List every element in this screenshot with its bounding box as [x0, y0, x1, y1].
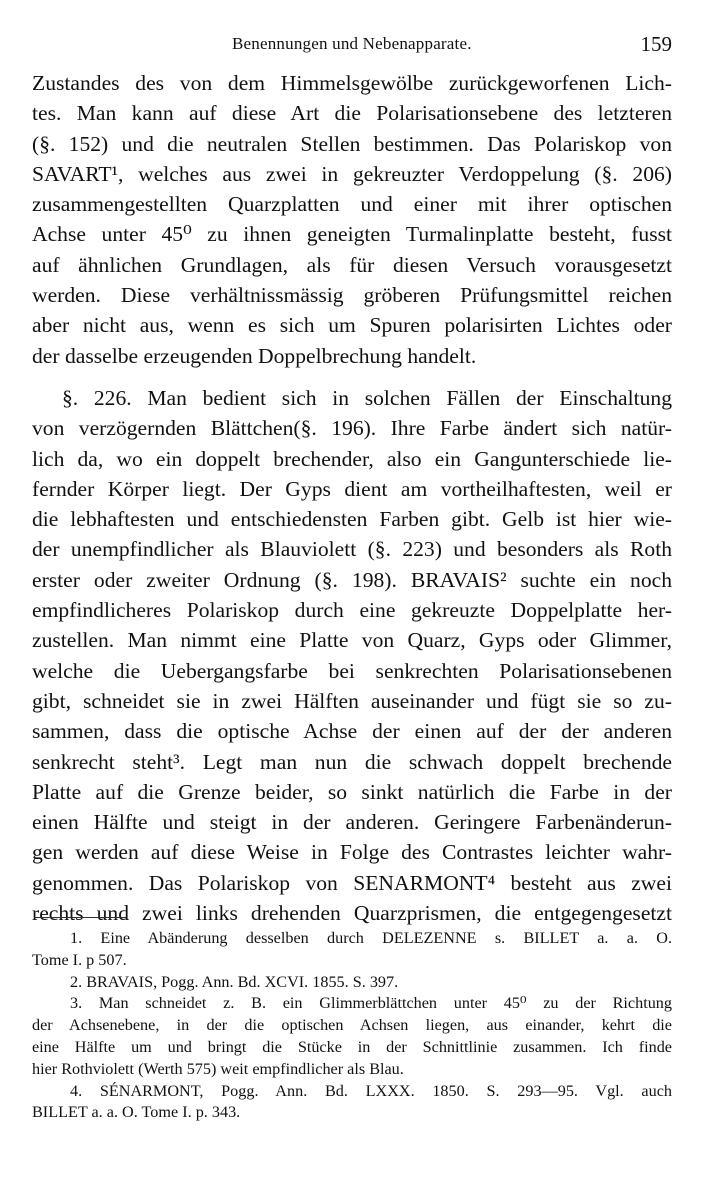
text-line: zusammengestellten Quarzplatten und einer mit ihrer optischen [32, 192, 672, 217]
text-line: auf ähnlichen Grundlagen, als für diesen Versuch vorausgesetzt [32, 252, 672, 277]
footnote-2 [32, 972, 672, 994]
footnote-line: 1. Eine Abänderung desselben durch DELEZENNE s. BILLET a. a. O. [70, 929, 672, 947]
footnote-divider [34, 917, 126, 918]
text-line: Platte auf die Grenze beider, so sinkt natürlich die Farbe in der [32, 779, 672, 804]
footnote-line: 4. SÉNARMONT, Pogg. Ann. Bd. LXXX. 1850. S. 293—95. Vgl. auch [70, 1081, 672, 1100]
text-line: sammen, dass die optische Achse der einen auf der der anderen [32, 719, 672, 744]
text-line: senkrecht steht³. Legt man nun die schwach doppelt brechende [32, 749, 672, 774]
footnote-1 [32, 928, 672, 972]
footnote-line: Tome I. p 507. [32, 950, 127, 969]
running-title: Benennungen und Nebenapparate. [232, 34, 472, 53]
text-line: empfindlicheres Polariskop durch eine gekreuzte Doppelplatte her- [32, 598, 672, 623]
text-line: genommen. Das Polariskop von SENARMONT⁴ besteht aus zwei [32, 870, 672, 895]
text-line: Zustandes des von dem Himmelsgewölbe zurückgeworfenen Lich- [32, 71, 672, 95]
page-number: 159 [640, 32, 672, 56]
text-line: der unempfindlicher als Blauviolett (§. 223) und besonders als Roth [32, 537, 672, 562]
text-line: einen Hälfte und steigt in der anderen. Geringere Farbenänderun- [32, 810, 672, 835]
text-line: gibt, schneidet sie in zwei Hälften auseinander und fügt sie so zu- [32, 688, 672, 713]
paragraph-2 [32, 383, 672, 928]
text-line: tes. Man kann auf diese Art die Polarisationsebene des letzteren [32, 101, 672, 126]
footnote-line: eine Hälfte um und bringt die Stücke in der Schnittlinie zusammen. Ich finde [32, 1037, 672, 1056]
text-line: lich da, wo ein doppelt brechender, also ein Gangunterschiede lie- [32, 446, 672, 471]
text-line: von verzögernden Blättchen(§. 196). Ihre Farbe ändert sich natür- [32, 416, 672, 441]
text-line: gen werden auf diese Weise in Folge des Contrastes leichter wahr- [32, 840, 672, 865]
text-line: (§. 152) und die neutralen Stellen bestimmen. Das Polariskop von [32, 131, 672, 156]
footnote-line: BILLET a. a. O. Tome I. p. 343. [32, 1103, 241, 1122]
paragraph-1 [32, 68, 672, 371]
footnote-line: der Achsenebene, in der die optischen Achsen liegen, aus einander, kehrt die [32, 1016, 672, 1035]
text-line: zustellen. Man nimmt eine Platte von Quarz, Gyps oder Glimmer, [32, 628, 672, 653]
text-line: aber nicht aus, wenn es sich um Spuren polarisirten Lichtes oder [32, 313, 672, 338]
footnotes [32, 928, 672, 1124]
body-text [32, 68, 672, 928]
text-line: rechts und zwei links drehenden Quarzprismen, die entgegengesetzt [32, 901, 672, 926]
text-line: welche die Uebergangsfarbe bei senkrechten Polarisationsebenen [32, 658, 672, 683]
footnote-4 [32, 1081, 672, 1125]
page-header [32, 30, 672, 64]
text-line: werden. Diese verhältnissmässig gröberen Prüfungsmittel reichen [32, 283, 672, 308]
paragraph-gap [32, 371, 672, 383]
text-line: fernder Körper liegt. Der Gyps dient am vortheilhaftesten, weil er [32, 476, 672, 501]
text-line: erster oder zweiter Ordnung (§. 198). BRAVAIS² suchte ein noch [32, 567, 672, 592]
footnote-3 [32, 993, 672, 1080]
footnote-line: 2. BRAVAIS, Pogg. Ann. Bd. XCVI. 1855. S. 397. [70, 972, 399, 991]
text-line: §. 226. Man bedient sich in solchen Fällen der Einschaltung [62, 385, 672, 410]
text-line: Achse unter 45⁰ zu ihnen geneigten Turmalinplatte besteht, fusst [32, 222, 672, 247]
text-line: der dasselbe erzeugenden Doppelbrechung handelt. [32, 343, 477, 368]
footnote-line: hier Rothviolett (Werth 575) weit empfindlicher als Blau. [32, 1059, 404, 1078]
text-line: die lebhaftesten und entschiedensten Farben gibt. Gelb ist hier wie- [32, 507, 672, 532]
footnote-line: 3. Man schneidet z. B. ein Glimmerblättchen unter 45⁰ zu der Richtung [70, 994, 672, 1013]
text-line: SAVART¹, welches aus zwei in gekreuzter Verdoppelung (§. 206) [32, 161, 672, 186]
